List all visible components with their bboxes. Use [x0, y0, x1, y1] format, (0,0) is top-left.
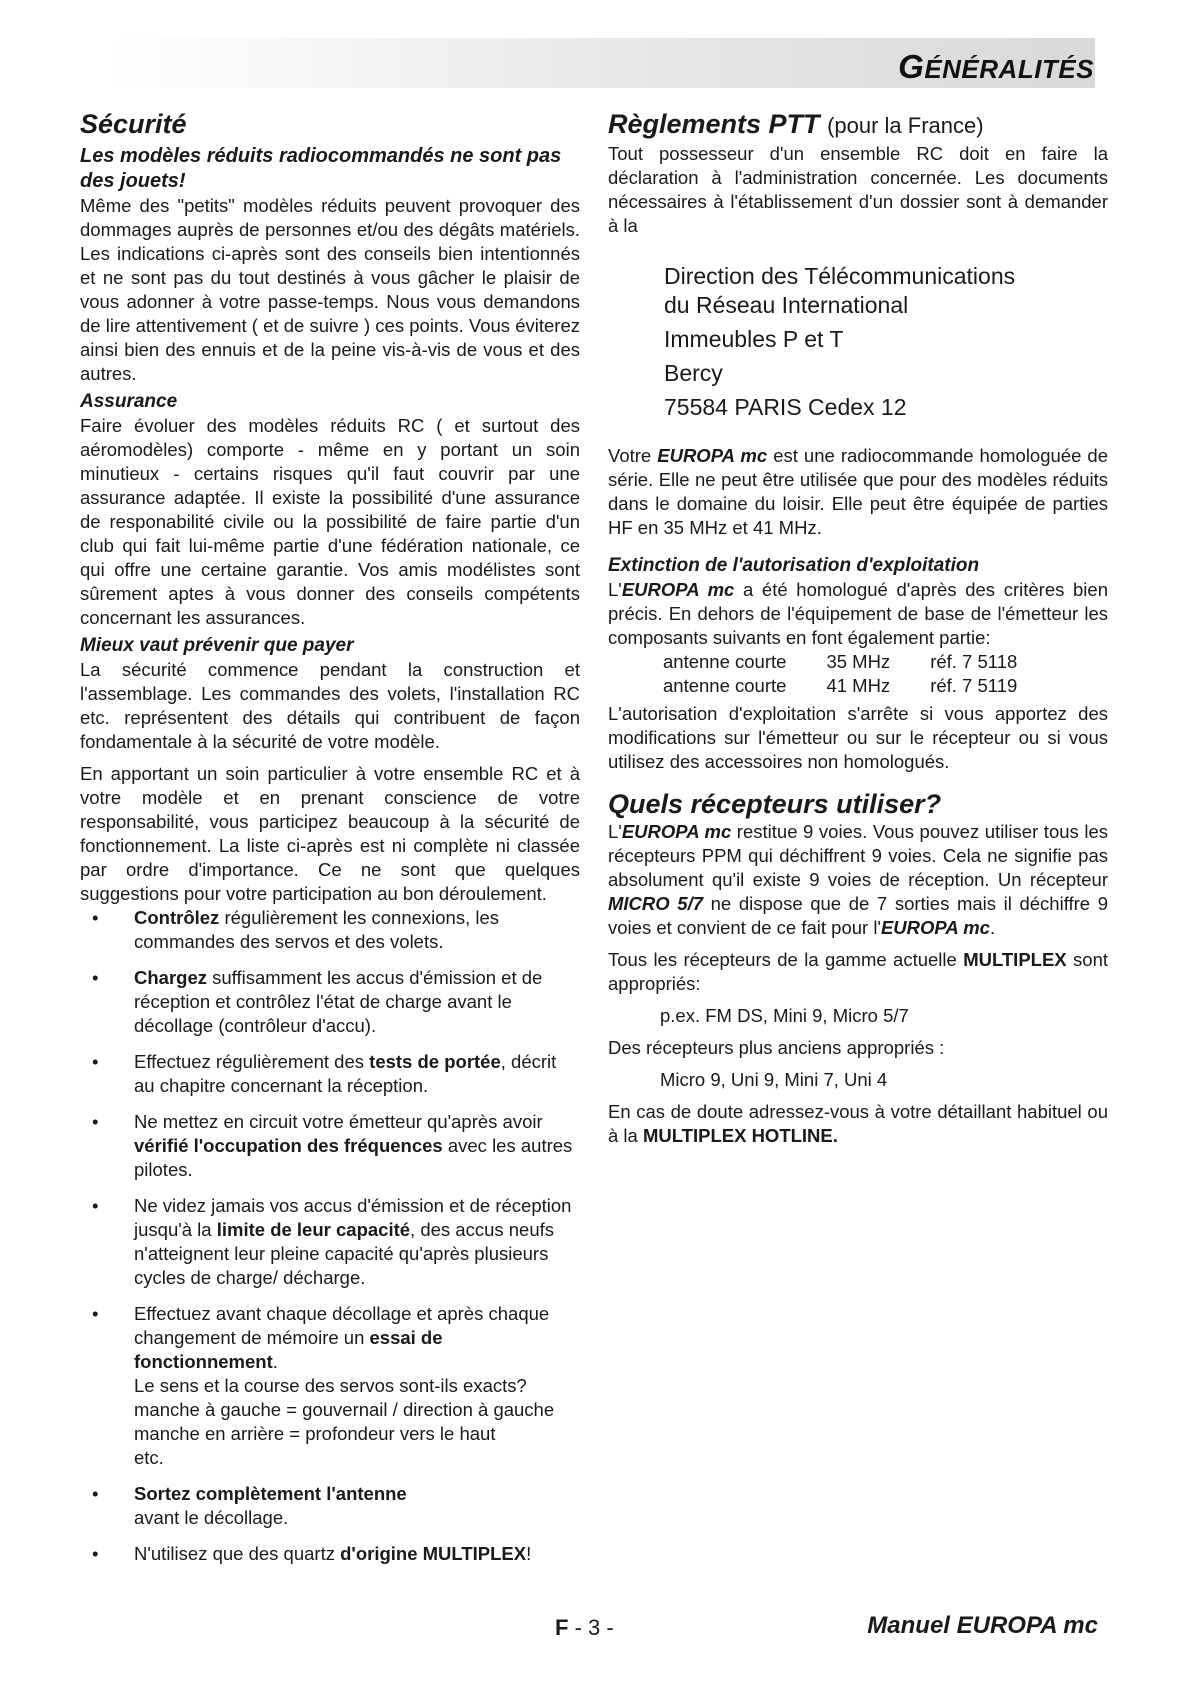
quels-paragraph: L'EUROPA mc restitue 9 voies. Vous pouvez utiliser tous les récepteurs PPM qui déchiffrent 9 voies. Cela ne signifie pas absolument qu'il existe 9 voies de réception. Un récepteur MICRO 5/7 ne dispose que de 7 sorties mais il déchiffre 9 voies et convient de ce fait pour l'EUROPA mc.	[608, 821, 1108, 938]
list-item: • Effectuez régulièrement des tests de portée, décrit au chapitre concernant la réception.	[92, 1051, 557, 1096]
ptt-paragraph: Tout possesseur d'un ensemble RC doit en faire la déclaration à l'administration concernée. Les documents nécessaires à l'établissement d'un dossier sont à demander à la	[608, 143, 1108, 236]
list-item: • Contrôlez régulièrement les connexions, les commandes des servos et des volets.	[92, 907, 500, 952]
right-column	[608, 108, 1108, 1148]
anciens-list: Micro 9, Uni 9, Mini 7, Uni 4	[660, 1069, 888, 1090]
votre-paragraph: Votre EUROPA mc est une radiocommande homologuée de série. Elle ne peut être utilisée que pour des modèles réduits dans le domaine du loisir. Elle peut être équipée de parties HF en 35 MHz et 41 MHz.	[608, 445, 1109, 538]
address-line: du Réseau International	[664, 292, 909, 318]
mieux-paragraph-1: La sécurité commence pendant la construction et l'assemblage. Les commandes des volets, l'installation RC etc. représentent des détails qui contribuent de façon fondamentale à la sécurité de votre modèle.	[80, 659, 580, 752]
antenna-table	[663, 650, 1057, 698]
extinction-paragraph: L'EUROPA mc a été homologué d'après des critères bien précis. En dehors de l'équipement de base de l'émetteur les composants suivants en font également partie:	[608, 579, 1108, 648]
bullet-icon: •	[92, 1111, 99, 1132]
list-item: • Effectuez avant chaque décollage et après chaque changement de mémoire un essai de fonctionnement. Le sens et la course des servos sont-ils exacts? manche à gauche = gouvernail / direction à gauche manche en arrière = profondeur vers le haut etc.	[92, 1303, 555, 1468]
bullet-icon: •	[92, 1543, 99, 1564]
subheading-jouets: Les modèles réduits radiocommandés ne sont pas des jouets!	[80, 145, 562, 192]
extinction-after-paragraph: L'autorisation d'exploitation s'arrête si vous apportez des modifications sur l'émetteur ou sur le récepteur ou si vous utilisez des accessoires non homologués.	[608, 703, 1108, 772]
bullet-icon: •	[92, 907, 99, 928]
list-item: • Sortez complètement l'antenne avant le décollage.	[92, 1483, 407, 1528]
heading-quels-recepteurs: Quels récepteurs utiliser?	[608, 789, 942, 819]
address-line: 75584 PARIS Cedex 12	[664, 394, 907, 420]
manual-title: Manuel EUROPA mc	[867, 1612, 1098, 1639]
page-number: F - 3 -	[555, 1615, 614, 1640]
assurance-paragraph: Faire évoluer des modèles réduits RC ( et surtout des aéromodèles) comporte - même en y portant un soin minutieux - certains risques qu'il faut couvrir par une assurance adaptée. Il existe la possibilité d'une assurance de responabilité civile ou la possibilité de faire partie d'un club qui fait lui-même partie d'une fédération nationale, ce qui offre une certaine garantie. Vos amis modélistes sont sûrement aptes à vous donner des conseils compétents concernant les assurances.	[80, 415, 580, 628]
address-line: Direction des Télécommunications	[664, 263, 1016, 289]
bullet-icon: •	[92, 1051, 99, 1072]
list-item: • N'utilisez que des quartz d'origine MULTIPLEX!	[92, 1543, 532, 1564]
doute-paragraph: En cas de doute adressez-vous à votre détaillant habituel ou à la MULTIPLEX HOTLINE.	[608, 1101, 1108, 1146]
bullet-icon: •	[92, 1483, 99, 1504]
safety-list	[80, 906, 580, 1566]
mieux-paragraph-2: En apportant un soin particulier à votre ensemble RC et à votre modèle et en prenant conscience de votre responsabilité, vous participez beaucoup à la sécurité de fonctionnement. La liste ci-après est ni complète ni classée par ordre d'importance. Ce ne sont que quelques suggestions pour votre participation au bon déroulement.	[80, 763, 580, 904]
tous-paragraph: Tous les récepteurs de la gamme actuelle MULTIPLEX sont appropriés:	[608, 949, 1108, 994]
list-item: • Chargez suffisamment les accus d'émission et de réception et contrôlez l'état de charge avant le décollage (contrôleur d'accu).	[92, 967, 543, 1036]
section-title: GÉNÉRALITÉS	[898, 48, 1094, 85]
list-item: • Ne videz jamais vos accus d'émission et de réception jusqu'à la limite de leur capacité, des accus neufs n'atteignent leur pleine capacité qu'après plusieurs cycles de charge/ décharge.	[92, 1195, 572, 1288]
address-line: Immeubles P et T	[664, 326, 844, 352]
heading-securite: Sécurité	[80, 109, 187, 139]
bullet-icon: •	[92, 967, 99, 988]
heading-assurance: Assurance	[80, 391, 178, 412]
bullet-icon: •	[92, 1303, 99, 1324]
intro-paragraph: Même des "petits" modèles réduits peuvent provoquer des dommages auprès de personnes et/ou des dégâts matériels. Les indications ci-après sont des conseils bien intentionnés et ne sont pas du tout destinés à vous gâcher le plaisir de vous adonner à votre passe-temps. Nous vous demandons de lire attentivement ( et de suivre ) ces points. Vous éviterez ainsi bien des ennuis et de la peine vis-à-vis de vous et des autres.	[80, 195, 580, 384]
heading-reglements-ptt: Règlements PTT (pour la France)	[608, 109, 984, 139]
address-line: Bercy	[664, 360, 723, 386]
bullet-icon: •	[92, 1195, 99, 1216]
heading-extinction: Extinction de l'autorisation d'exploitation	[608, 555, 980, 576]
table-row: antenne courte 41 MHz réf. 7 5119	[663, 675, 1018, 696]
heading-mieux-vaut: Mieux vaut prévenir que payer	[80, 635, 354, 656]
example-line: p.ex. FM DS, Mini 9, Micro 5/7	[660, 1005, 909, 1026]
table-row: antenne courte 35 MHz réf. 7 5118	[663, 651, 1018, 672]
address-block	[664, 262, 1108, 422]
list-item: • Ne mettez en circuit votre émetteur qu'après avoir vérifié l'occupation des fréquences avec les autres pilotes.	[92, 1111, 573, 1180]
anciens-paragraph: Des récepteurs plus anciens appropriés :	[608, 1037, 945, 1058]
left-column	[80, 108, 580, 1578]
